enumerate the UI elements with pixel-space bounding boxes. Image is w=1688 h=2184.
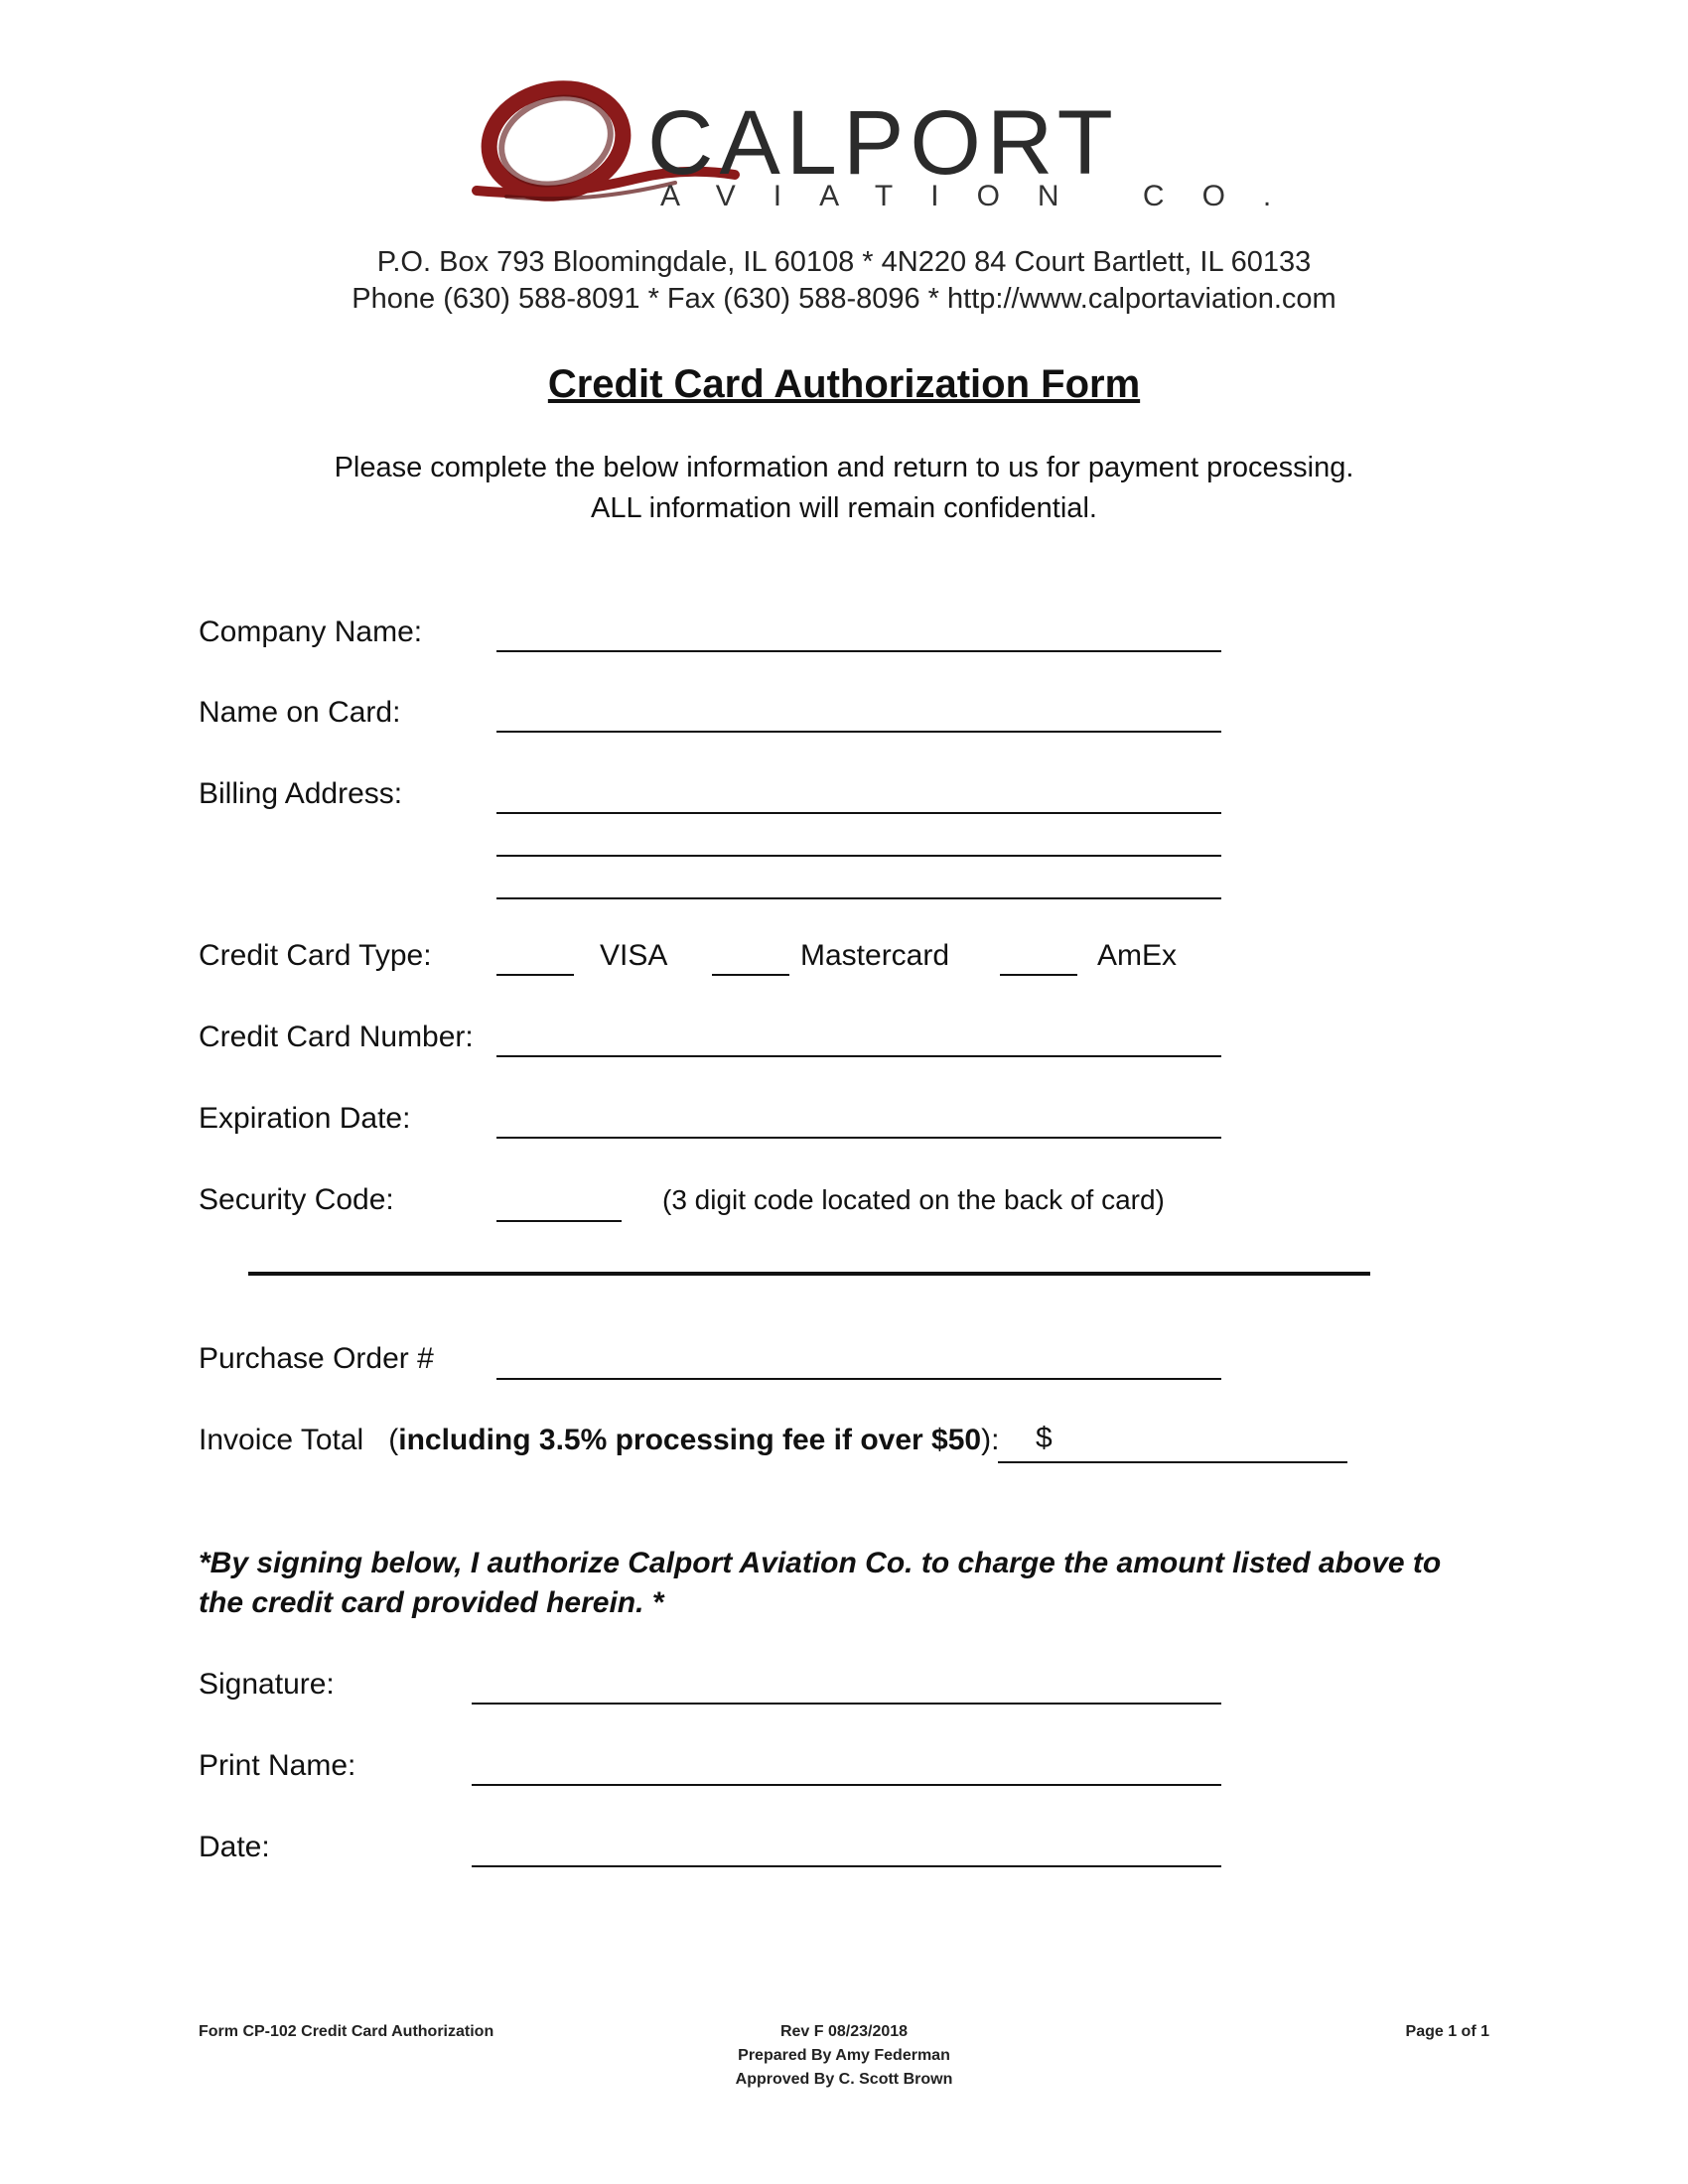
invoice-total-underline — [998, 1461, 1347, 1463]
address-line: P.O. Box 793 Bloomingdale, IL 60108 * 4N220 84 Court Bartlett, IL 60133 — [376, 246, 1312, 278]
name-on-card-label: Name on Card: — [199, 696, 401, 729]
currency-symbol: $ — [1036, 1422, 1053, 1454]
footer-form-id: Form CP-102 Credit Card Authorization — [199, 2023, 494, 2040]
security-code-hint: (3 digit code located on the back of card) — [662, 1184, 1165, 1215]
footer-page-number: Page 1 of 1 — [1405, 2023, 1489, 2040]
date-underline — [472, 1865, 1221, 1867]
authorization-statement: *By signing below, I authorize Calport Aviation Co. to charge the amount listed above to the credit card provided herein. * — [199, 1547, 1442, 1619]
company-name-underline — [496, 650, 1221, 652]
section-divider — [248, 1272, 1370, 1276]
billing-address-label: Billing Address: — [199, 777, 403, 810]
card-type-option-mastercard: Mastercard — [800, 939, 950, 972]
intro-line-1: Please complete the below information and return to us for payment processing. — [334, 452, 1354, 483]
mastercard-underline — [712, 974, 789, 976]
card-type-label: Credit Card Type: — [199, 939, 432, 972]
billing-address-line-3-field[interactable] — [496, 855, 1219, 894]
security-code-field[interactable] — [496, 1177, 622, 1217]
billing-address-line-1-field[interactable] — [496, 769, 1219, 809]
print-name-field[interactable] — [472, 1741, 1219, 1781]
invoice-total-note-close: ): — [981, 1424, 1000, 1456]
card-type-option-visa: VISA — [600, 939, 668, 972]
card-number-field[interactable] — [496, 1013, 1219, 1052]
billing-address-underline-3 — [496, 897, 1221, 899]
invoice-total-field[interactable] — [1062, 1417, 1348, 1456]
brand-subtitle: AVIATION CO. — [660, 180, 1310, 212]
footer-revision: Rev F 08/23/2018 — [779, 2023, 909, 2040]
form-title: Credit Card Authorization Form — [547, 362, 1141, 406]
footer-approved-by: Approved By C. Scott Brown — [735, 2071, 953, 2088]
card-number-label: Credit Card Number: — [199, 1021, 474, 1053]
invoice-total-label: Invoice Total — [199, 1424, 364, 1456]
amex-underline — [1000, 974, 1077, 976]
signature-label: Signature: — [199, 1668, 335, 1701]
invoice-total-note: including 3.5% processing fee if over $50 — [398, 1424, 982, 1456]
date-field[interactable] — [472, 1823, 1219, 1862]
name-on-card-underline — [496, 731, 1221, 733]
mastercard-mark-field[interactable] — [712, 935, 789, 973]
intro-line-2: ALL information will remain confidential. — [591, 492, 1097, 524]
footer-prepared-by: Prepared By Amy Federman — [738, 2047, 950, 2064]
expiration-date-underline — [496, 1137, 1221, 1139]
signature-field[interactable] — [472, 1660, 1219, 1700]
security-code-label: Security Code: — [199, 1183, 394, 1216]
print-name-label: Print Name: — [199, 1749, 356, 1782]
purchase-order-label: Purchase Order # — [199, 1342, 434, 1375]
company-name-label: Company Name: — [199, 615, 423, 648]
company-name-field[interactable] — [496, 608, 1219, 647]
invoice-total-note-open: ( — [388, 1424, 399, 1456]
expiration-date-label: Expiration Date: — [199, 1102, 411, 1135]
card-number-underline — [496, 1055, 1221, 1057]
visa-underline — [496, 974, 574, 976]
invoice-total-label-row — [199, 1424, 999, 1457]
card-type-option-amex: AmEx — [1097, 939, 1178, 972]
name-on-card-field[interactable] — [496, 688, 1219, 728]
expiration-date-field[interactable] — [496, 1094, 1219, 1134]
billing-address-line-2-field[interactable] — [496, 812, 1219, 852]
brand-name: CALPORT — [647, 92, 1119, 194]
contact-line: Phone (630) 588-8091 * Fax (630) 588-8096 * http://www.calportaviation.com — [352, 283, 1336, 315]
signature-underline — [472, 1703, 1221, 1705]
print-name-underline — [472, 1784, 1221, 1786]
date-label: Date: — [199, 1831, 270, 1863]
purchase-order-underline — [496, 1378, 1221, 1380]
security-code-underline — [496, 1220, 622, 1222]
amex-mark-field[interactable] — [1000, 935, 1077, 973]
purchase-order-field[interactable] — [496, 1335, 1219, 1375]
visa-mark-field[interactable] — [496, 935, 574, 973]
